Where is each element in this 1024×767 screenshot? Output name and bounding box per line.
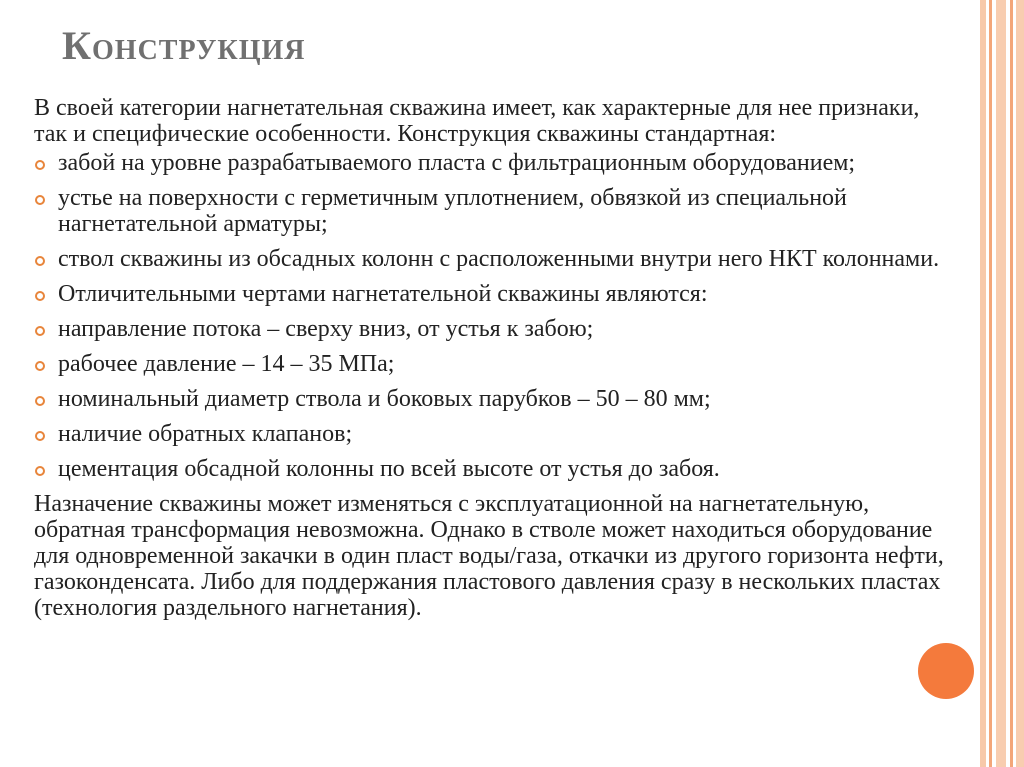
bullet-item: наличие обратных клапанов; (34, 421, 946, 447)
bullet-item: номинальный диаметр ствола и боковых парубков – 50 – 80 мм; (34, 386, 946, 412)
decorative-stripes (980, 0, 1024, 767)
stripe-1 (980, 0, 986, 767)
bullet-circle-icon (35, 291, 45, 301)
stripe-5 (1016, 0, 1024, 767)
decorative-circle-icon (918, 643, 974, 699)
bullet-item: ствол скважины из обсадных колонн с расположенными внутри него НКТ колоннами. (34, 246, 946, 272)
bullet-circle-icon (35, 326, 45, 336)
bullet-circle-icon (35, 431, 45, 441)
bullet-item: устье на поверхности с герметичным уплотнением, обвязкой из специальной нагнетательной арматуры; (34, 185, 946, 237)
stripe-2 (989, 0, 992, 767)
slide-title: Конструкция (62, 23, 306, 68)
intro-paragraph: В своей категории нагнетательная скважина имеет, как характерные для нее признаки, так и специфические особенности. Конструкция скважины стандартная: (34, 95, 920, 147)
bullet-list (34, 150, 946, 482)
bullet-item: направление потока – сверху вниз, от устья к забою; (34, 316, 946, 342)
bullet-item: Отличительными чертами нагнетательной скважины являются: (34, 281, 946, 307)
bullet-circle-icon (35, 361, 45, 371)
stripe-3 (996, 0, 1006, 767)
bullet-circle-icon (35, 195, 45, 205)
bullet-circle-icon (35, 256, 45, 266)
bullet-item: цементация обсадной колонны по всей высоте от устья до забоя. (34, 456, 946, 482)
slide-content (34, 95, 946, 621)
bullet-circle-icon (35, 466, 45, 476)
bullet-item: забой на уровне разрабатываемого пласта с фильтрационным оборудованием; (34, 150, 946, 176)
bullet-circle-icon (35, 396, 45, 406)
bullet-circle-icon (35, 160, 45, 170)
conclusion-paragraph: Назначение скважины может изменяться с эксплуатационной на нагнетательную, обратная трансформация невозможна. Однако в стволе может находиться оборудование для одновременной закачки в один пласт воды/газа, откачки из другого горизонта нефти, газоконденсата. Либо для поддержания пластового давления сразу в нескольких пластах (технология раздельного нагнетания). (34, 491, 944, 621)
stripe-4 (1010, 0, 1013, 767)
bullet-item: рабочее давление – 14 – 35 МПа; (34, 351, 946, 377)
